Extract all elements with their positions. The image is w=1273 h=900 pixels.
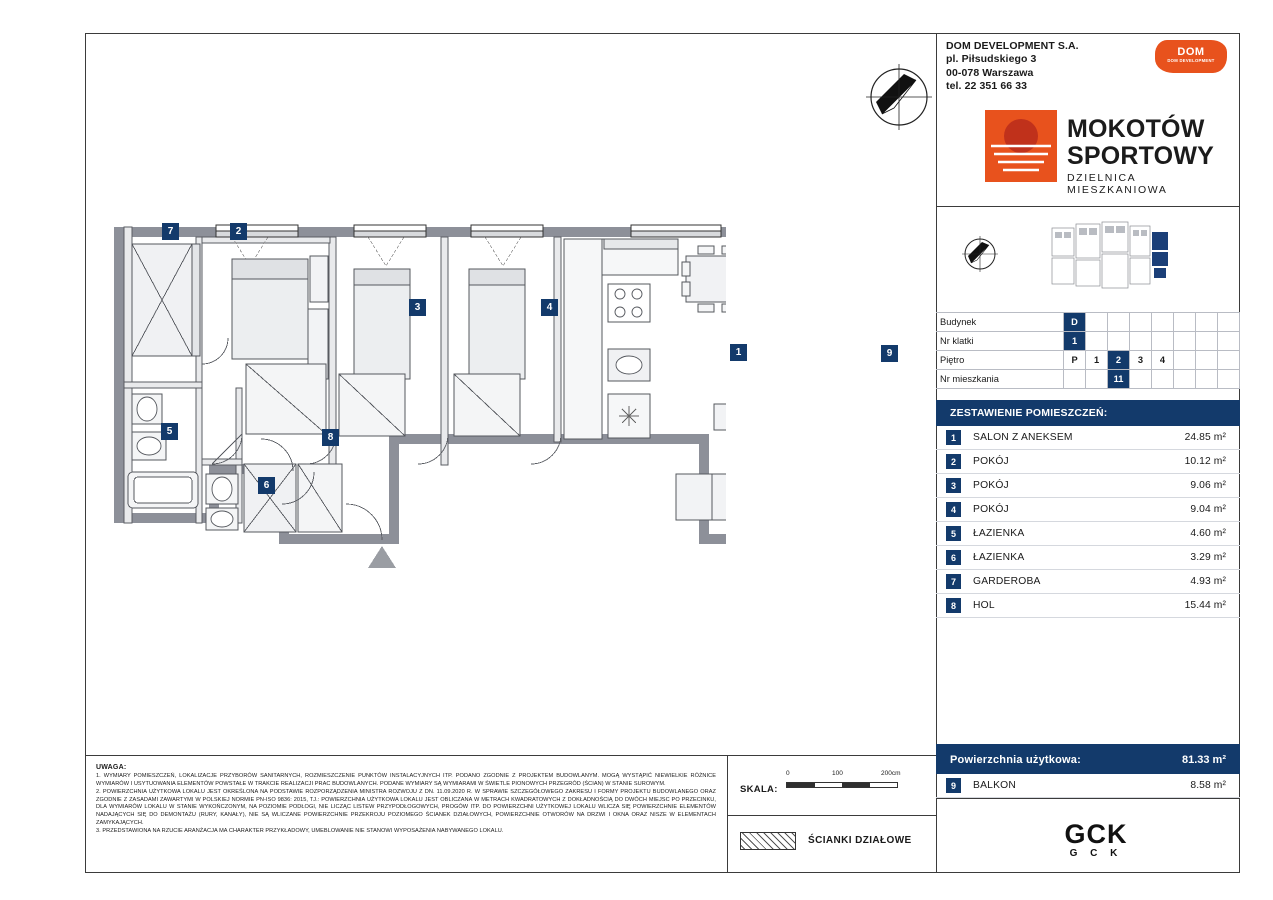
developer-block <box>946 40 1176 94</box>
note-item-2: 2. POWIERZCHNIA UŻYTKOWA LOKALU JEST OKREŚLONA NA PODSTAWIE ROZPORZĄDZENIA MINISTRA ROZWOJU Z DN. 11.09.2020 R. W SPRAWIE SZCZEGÓŁOWEGO ZAKRESU I FORMY PROJEKTU BUDOWLANEGO ORAZ ZGODNIE Z ZASADAMI ZAWARTYMI W POLSKIEJ NORMIE PN-ISO 9836: 2015, TJ.: POWIERZCHNIA UŻYTKOWA LOKALU JEST OBLICZANA W METRACH KWADRATOWYCH Z DOKŁADNOŚCIĄ DO DWÓCH MIEJSC PO PRZECINKU, DLA WYMIARÓW LOKALU W STANIE WYKOŃCZONYM, NA POZIOMIE PODŁOGI, NIE LICZĄC LISTEW PRZYPODŁOGOWYCH, PROGÓW ITP. DO POWIERZCHNI UŻYTKOWEJ LOKALU WLICZA SIĘ POWIERZCHNIE ELEMENTÓW NADAJĄCYCH SIĘ DO DEMONTAŻU (RURY, KANAŁY), NIE SĄ WLICZANE POWIERZCHNIE PRZEKROJU POZIOMEGO ŚCIANEK DZIAŁOWYCH, POWIERZCHNIE OTWORÓW NA DRZWI I OKNA ORAZ NISZE W ELEMENTACH ZAMYKAJĄCYCH. <box>96 789 716 826</box>
cell-mieszkanie-2[interactable] <box>1086 370 1108 389</box>
table-row-pietro <box>936 351 1240 370</box>
cell-pietro-7[interactable] <box>1195 351 1217 370</box>
room-row-name: SALON Z ANEKSEM <box>973 432 1073 443</box>
divider-footer-logo <box>936 798 1240 799</box>
room-row-number: 4 <box>946 502 961 517</box>
developer-name: DOM DEVELOPMENT S.A. <box>946 40 1079 52</box>
dom-logo-subtext: DOM DEVELOPMENT <box>1167 58 1215 63</box>
plan-vector <box>86 34 726 754</box>
usable-area-label: Powierzchnia użytkowa: <box>950 754 1081 766</box>
note-item-3: 3. PRZEDSTAWIONA NA RZUCIE ARANŻACJA MA CHARAKTER PRZYKŁADOWY, UMEBLOWANIE NIE STANOWI WYPOSAŻENIA NABYWANEGO LOKALU. <box>96 828 504 835</box>
project-title-line1: MOKOTÓW <box>1067 115 1205 143</box>
cell-pietro-4[interactable]: 4 <box>1151 351 1173 370</box>
cell-pietro-6[interactable] <box>1173 351 1195 370</box>
cell-klatka-2[interactable] <box>1086 332 1108 351</box>
room-row-area: 3.29 m² <box>1190 552 1226 563</box>
room-badge-3: 3 <box>409 299 426 316</box>
cell-budynek-5[interactable] <box>1151 313 1173 332</box>
room-row-name: GARDEROBA <box>973 576 1041 587</box>
room-badge-9: 9 <box>881 345 898 362</box>
cell-klatka-6[interactable] <box>1173 332 1195 351</box>
room-badge-5: 5 <box>161 423 178 440</box>
cell-pietro-p[interactable]: P <box>1064 351 1086 370</box>
cell-budynek-3[interactable] <box>1108 313 1130 332</box>
room-row-name: ŁAZIENKA <box>973 552 1025 563</box>
balcony-number: 9 <box>946 778 961 793</box>
table-row-mieszkanie <box>936 370 1240 389</box>
project-title <box>1067 116 1235 196</box>
cell-pietro-2[interactable]: 2 <box>1108 351 1130 370</box>
room-badge-4: 4 <box>541 299 558 316</box>
room-row-number: 7 <box>946 574 961 589</box>
room-badge-8: 8 <box>322 429 339 446</box>
room-row-5 <box>936 522 1240 546</box>
rooms-schedule-list <box>936 426 1240 618</box>
cell-pietro-8[interactable] <box>1217 351 1239 370</box>
cell-mieszkanie-11[interactable]: 11 <box>1108 370 1130 389</box>
notes-title: UWAGA: <box>96 764 127 771</box>
balcony-area: 8.58 m² <box>1190 780 1226 791</box>
cell-mieszkanie-4[interactable] <box>1130 370 1152 389</box>
room-row-7 <box>936 570 1240 594</box>
cell-mieszkanie-8[interactable] <box>1217 370 1239 389</box>
room-row-area: 24.85 m² <box>1184 432 1226 443</box>
room-row-name: POKÓJ <box>973 504 1009 515</box>
room-row-area: 15.44 m² <box>1184 600 1226 611</box>
room-row-area: 10.12 m² <box>1184 456 1226 467</box>
cell-budynek-7[interactable] <box>1195 313 1217 332</box>
room-row-3 <box>936 474 1240 498</box>
room-row-8 <box>936 594 1240 618</box>
cell-mieszkanie-6[interactable] <box>1173 370 1195 389</box>
cell-klatka-7[interactable] <box>1195 332 1217 351</box>
room-row-name: POKÓJ <box>973 456 1009 467</box>
scale-bar-graphic <box>786 782 898 788</box>
room-row-number: 3 <box>946 478 961 493</box>
notes-block <box>96 764 716 837</box>
note-item-1: 1. WYMIARY POMIESZCZEŃ, LOKALIZACJE PRZYBORÓW SANITARNYCH, ROZMIESZCZENIE PUNKTÓW INSTALACYJNYCH ITP. PODANO ZGODNIE Z PROJEKTEM BUDOWLANYM. MOGĄ WYSTĄPIĆ NIEWIELKIE RÓŻNICE WYMIARÓW I USYTUOWANIA ELEMENTÓW POWSTAŁE W TRAKCIE REALIZACJI PRAC BUDOWLANYCH. PODANE WYMIARY SĄ WYMIARAMI W ŚWIETLE PIONOWYCH PRZEGRÓD (ŚCIAN) W STANIE SUROWYM. <box>96 773 716 787</box>
cell-budynek-8[interactable] <box>1217 313 1239 332</box>
cell-klatka-3[interactable] <box>1108 332 1130 351</box>
row-label-mieszkanie: Nr mieszkania <box>936 370 1064 389</box>
cell-pietro-1[interactable]: 1 <box>1086 351 1108 370</box>
compass-small-icon <box>960 234 1000 274</box>
room-badge-6: 6 <box>258 477 275 494</box>
project-title-line2: SPORTOWY <box>1067 142 1214 170</box>
usable-area-summary <box>936 746 1240 774</box>
scale-tick-0: 0 <box>786 770 790 777</box>
room-row-6 <box>936 546 1240 570</box>
room-row-area: 9.04 m² <box>1190 504 1226 515</box>
cell-mieszkanie-5[interactable] <box>1151 370 1173 389</box>
gck-logo-line1: GCK <box>1064 819 1128 849</box>
scale-tick-100: 100 <box>832 770 843 777</box>
room-row-area: 9.06 m² <box>1190 480 1226 491</box>
scale-bar <box>786 770 916 796</box>
apartment-floor-plan <box>86 34 893 754</box>
dom-logo-text: DOM <box>1177 46 1205 58</box>
room-row-number: 6 <box>946 550 961 565</box>
developer-phone: tel. 22 351 66 33 <box>946 80 1028 93</box>
cell-klatka-8[interactable] <box>1217 332 1239 351</box>
cell-klatka-1[interactable]: 1 <box>1064 332 1086 351</box>
room-row-area: 4.93 m² <box>1190 576 1226 587</box>
building-key-map <box>1046 218 1176 300</box>
cell-mieszkanie-7[interactable] <box>1195 370 1217 389</box>
cell-budynek-4[interactable] <box>1130 313 1152 332</box>
developer-address-1: pl. Piłsudskiego 3 <box>946 53 1037 66</box>
project-subtitle: DZIELNICA MIESZKANIOWA <box>1067 172 1168 196</box>
room-row-number: 8 <box>946 598 961 613</box>
room-row-number: 1 <box>946 430 961 445</box>
room-badge-2: 2 <box>230 223 247 240</box>
legend-hatch-label: ŚCIANKI DZIAŁOWE <box>808 835 912 846</box>
table-row-budynek <box>936 313 1240 332</box>
row-label-pietro: Piętro <box>936 351 1064 370</box>
gck-logo <box>1056 820 1136 859</box>
room-row-name: POKÓJ <box>973 480 1009 491</box>
usable-area-value: 81.33 m² <box>1181 754 1226 766</box>
cell-budynek-2[interactable] <box>1086 313 1108 332</box>
table-row-klatka <box>936 332 1240 351</box>
building-location-table <box>936 312 1240 389</box>
room-row-1 <box>936 426 1240 450</box>
cell-mieszkanie-1[interactable] <box>1064 370 1086 389</box>
room-row-4 <box>936 498 1240 522</box>
room-row-name: ŁAZIENKA <box>973 528 1025 539</box>
room-row-number: 5 <box>946 526 961 541</box>
room-badge-1: 1 <box>730 344 747 361</box>
divider-legend <box>727 815 936 816</box>
compass-north-icon <box>862 60 936 134</box>
building-table <box>936 312 1240 389</box>
legend-hatch-swatch <box>740 832 796 850</box>
project-logo-mark-icon <box>985 110 1057 182</box>
room-row-number: 2 <box>946 454 961 469</box>
row-label-klatka: Nr klatki <box>936 332 1064 351</box>
row-label-budynek: Budynek <box>936 313 1064 332</box>
dom-development-logo <box>1155 38 1227 76</box>
scale-label: SKALA: <box>740 784 778 795</box>
room-row-2 <box>936 450 1240 474</box>
scale-ticks <box>786 770 916 780</box>
room-row-name: HOL <box>973 600 995 611</box>
cell-budynek-6[interactable] <box>1173 313 1195 332</box>
cell-pietro-3[interactable]: 3 <box>1130 351 1152 370</box>
project-logo <box>985 110 1235 196</box>
balcony-row <box>936 774 1240 798</box>
room-row-area: 4.60 m² <box>1190 528 1226 539</box>
divider-scale <box>727 755 728 873</box>
gck-logo-line2: G C K <box>1069 848 1123 859</box>
cell-klatka-5[interactable] <box>1151 332 1173 351</box>
rooms-schedule-header: ZESTAWIENIE POMIESZCZEŃ: <box>936 400 1240 426</box>
scale-tick-200: 200cm <box>881 770 901 777</box>
developer-address-2: 00-078 Warszawa <box>946 66 1034 79</box>
room-badge-7: 7 <box>162 223 179 240</box>
balcony-name: BALKON <box>973 780 1016 791</box>
divider-bottom <box>85 755 936 756</box>
cell-klatka-4[interactable] <box>1130 332 1152 351</box>
cell-budynek-d[interactable]: D <box>1064 313 1086 332</box>
key-map-row <box>936 206 1240 312</box>
